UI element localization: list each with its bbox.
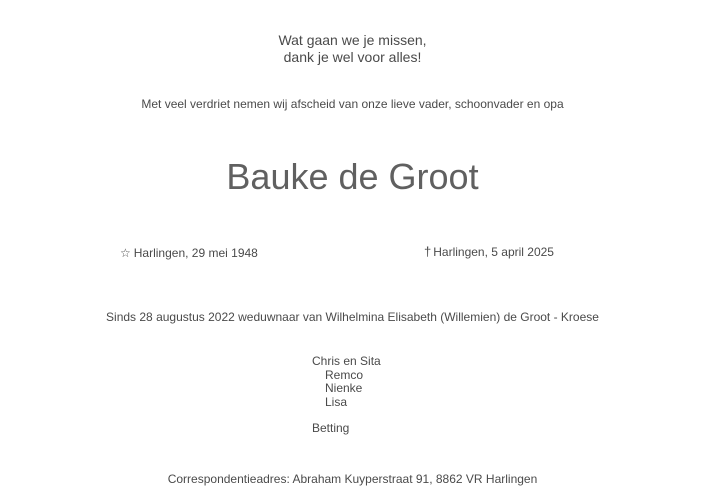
deceased-name: Bauke de Groot (226, 156, 479, 197)
verse-line-2: dank je wel voor alles! (283, 49, 422, 65)
family-parents: Chris en Sita (312, 354, 381, 368)
cross-icon: † (424, 244, 432, 259)
correspondence-address: Correspondentieadres: Abraham Kuyperstraat 91, 8862 VR Harlingen (167, 472, 538, 486)
intro-text: Met veel verdriet nemen wij afscheid van onze lieve vader, schoonvader en opa (141, 97, 564, 111)
family-child: Remco (325, 367, 364, 382)
birth-text: Harlingen, 29 mei 1948 (133, 246, 258, 260)
family-child: Nienke (325, 381, 363, 395)
family-child: Lisa (325, 394, 348, 409)
family-other: Betting (312, 421, 350, 435)
star-icon: ☆ (120, 246, 131, 260)
widow-text: Sinds 28 augustus 2022 weduwnaar van Wilhelmina Elisabeth (Willemien) de Groot - Kroese (106, 310, 599, 324)
death-info (424, 244, 554, 259)
death-text: Harlingen, 5 april 2025 (433, 245, 554, 259)
verse (0, 32, 705, 66)
birth-info (120, 246, 258, 260)
family-list (312, 355, 381, 436)
verse-line-1: Wat gaan we je missen, (278, 32, 427, 48)
